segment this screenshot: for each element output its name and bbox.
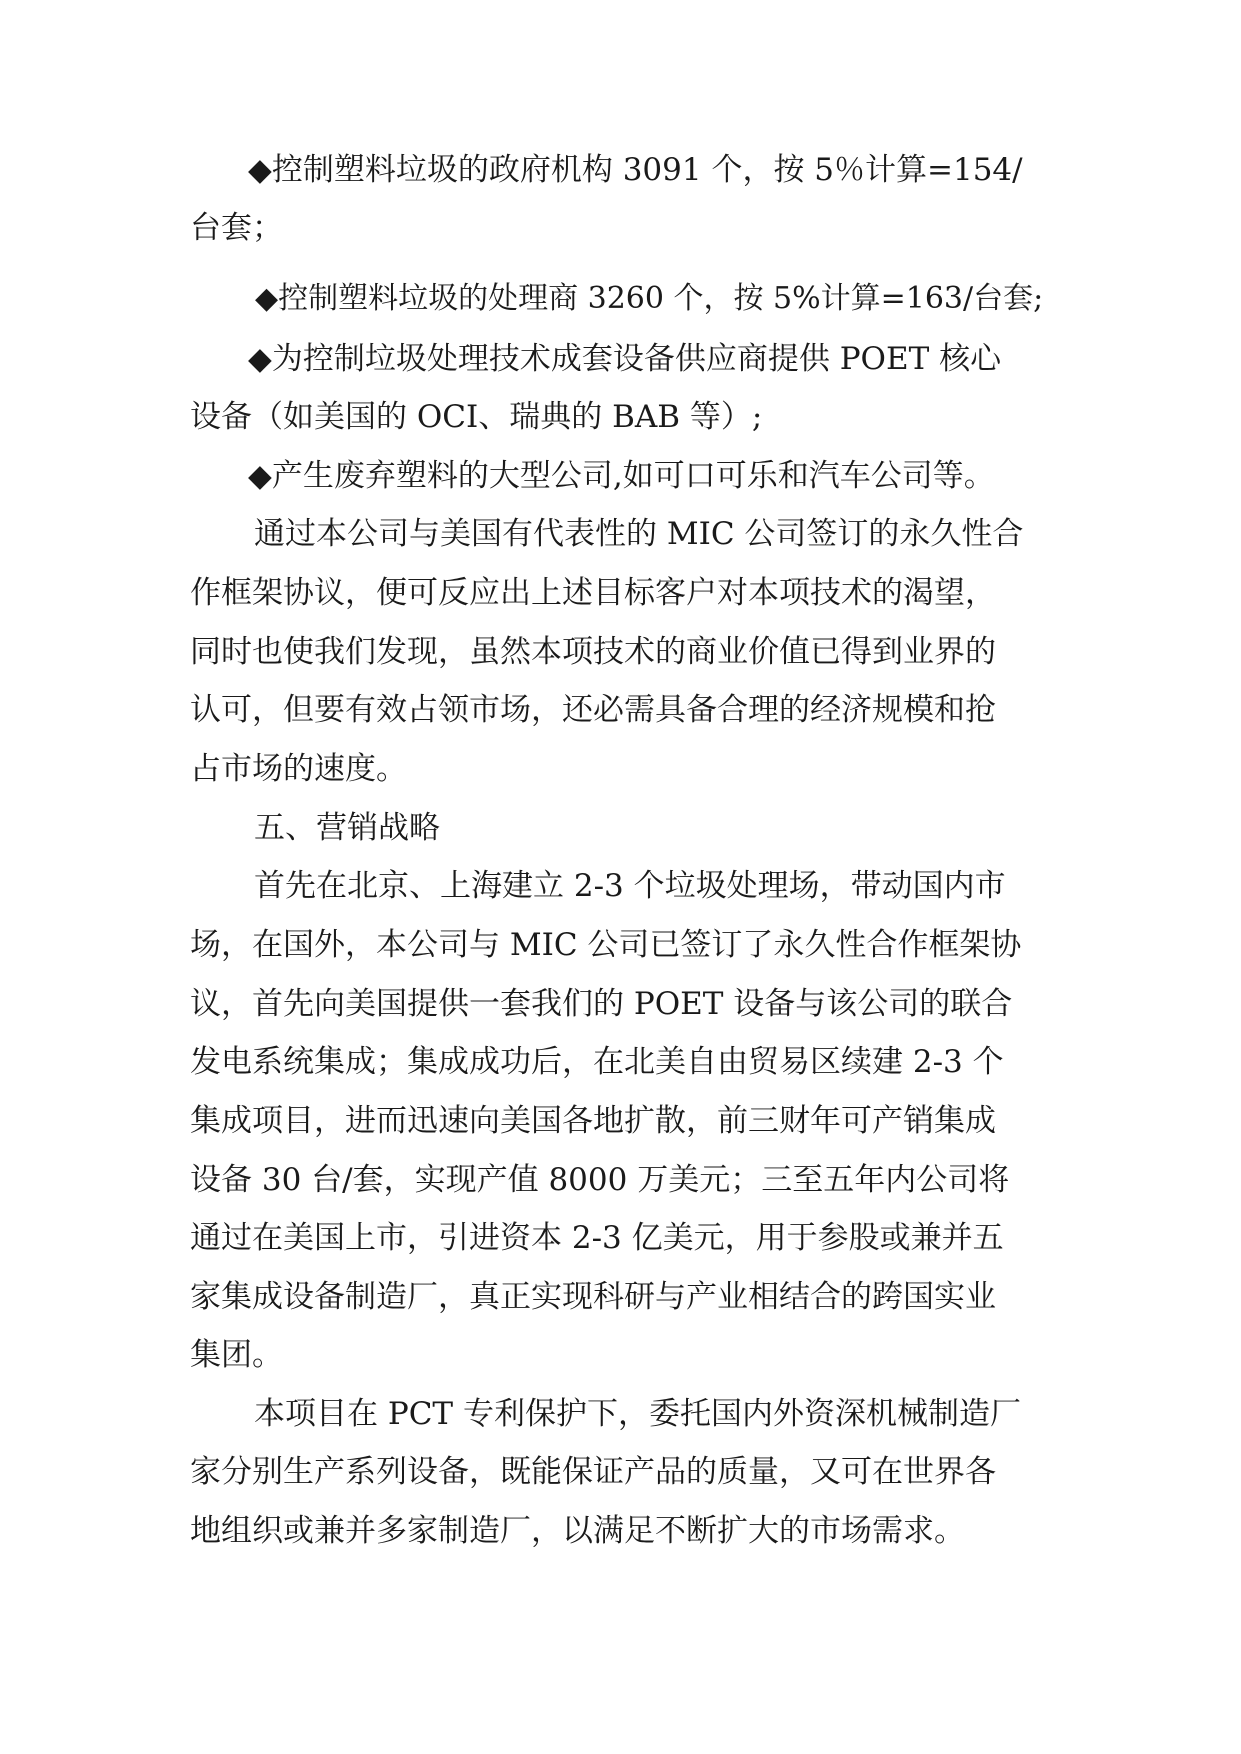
bullet-line-government: ◆控制塑料垃圾的政府机构 3091 个，按 5％计算=154/ bbox=[248, 152, 1023, 188]
paragraph-line: 集成项目，进而迅速向美国各地扩散，前三财年可产销集成 bbox=[190, 1103, 996, 1139]
bullet-line-government-cont: 台套； bbox=[190, 210, 283, 246]
paragraph-line: 通过本公司与美国有代表性的 MIC 公司签订的永久性合 bbox=[254, 516, 1024, 552]
bullet-line-processor: ◆控制塑料垃圾的处理商 3260 个，按 5%计算=163/台套; bbox=[255, 281, 1044, 316]
paragraph-line: 认可，但要有效占领市场，还必需具备合理的经济规模和抢 bbox=[190, 692, 996, 728]
section-heading: 五、营销战略 bbox=[254, 810, 440, 846]
paragraph-line: 场，在国外，本公司与 MIC 公司已签订了永久性合作框架协 bbox=[190, 927, 1022, 963]
paragraph-line: 通过在美国上市，引进资本 2-3 亿美元，用于参股或兼并五 bbox=[190, 1220, 1004, 1256]
paragraph-line: 议，首先向美国提供一套我们的 POET 设备与该公司的联合 bbox=[190, 986, 1013, 1022]
paragraph-line: 首先在北京、上海建立 2-3 个垃圾处理场，带动国内市 bbox=[254, 868, 1006, 904]
paragraph-line: 发电系统集成；集成成功后，在北美自由贸易区续建 2-3 个 bbox=[190, 1044, 1004, 1080]
bullet-line-supplier-cont: 设备（如美国的 OCI、瑞典的 BAB 等）; bbox=[190, 399, 763, 435]
paragraph-line: 占市场的速度。 bbox=[190, 751, 407, 787]
paragraph-line: 设备 30 台/套，实现产值 8000 万美元；三至五年内公司将 bbox=[190, 1162, 1010, 1198]
paragraph-line: 地组织或兼并多家制造厂，以满足不断扩大的市场需求。 bbox=[190, 1513, 965, 1549]
paragraph-line: 作框架协议，便可反应出上述目标客户对本项技术的渴望， bbox=[190, 575, 996, 611]
bullet-line-company: ◆产生废弃塑料的大型公司,如可口可乐和汽车公司等。 bbox=[248, 458, 995, 494]
paragraph-line: 同时也使我们发现，虽然本项技术的商业价值已得到业界的 bbox=[190, 634, 996, 670]
paragraph-line: 家集成设备制造厂，真正实现科研与产业相结合的跨国实业 bbox=[190, 1279, 996, 1315]
paragraph-line: 家分别生产系列设备，既能保证产品的质量，又可在世界各 bbox=[190, 1454, 996, 1490]
paragraph-line: 集团。 bbox=[190, 1337, 283, 1373]
paragraph-line: 本项目在 PCT 专利保护下，委托国内外资深机械制造厂 bbox=[254, 1396, 1021, 1432]
bullet-line-supplier: ◆为控制垃圾处理技术成套设备供应商提供 POET 核心 bbox=[248, 341, 1002, 377]
